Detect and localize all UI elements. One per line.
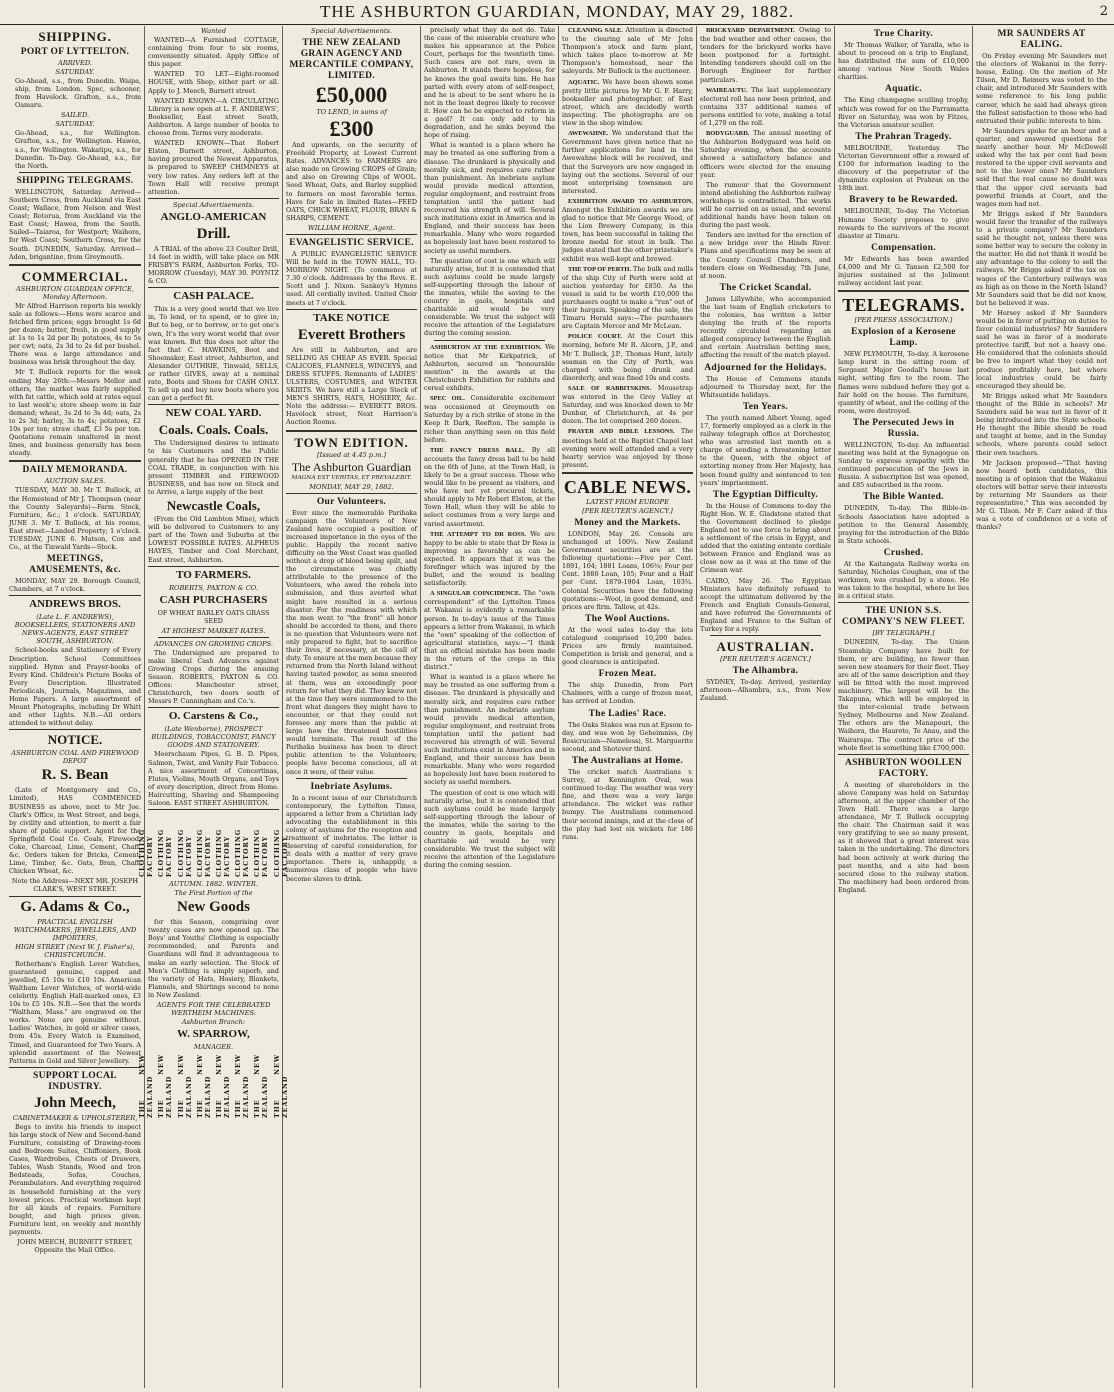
divider	[296, 778, 407, 779]
vertical-label: THE NEW ZEALAND	[234, 1054, 251, 1119]
horne-signature: WILLIAM HORNE, Agent.	[307, 223, 396, 232]
special-ads-heading: Special Advertisements.	[311, 27, 392, 35]
prahran-text: MELBOURNE, Yesterday. The Victorian Government offer a reward of £100 for information leading to the discovery of the perpetrator of the dynamite explosion at Prahran on the 18th inst.	[838, 143, 969, 193]
telegrams-agency: [PER PRESS ASSOCIATION.]	[854, 316, 953, 325]
cable-news-heading: CABLE NEWS.	[563, 476, 692, 497]
divider	[9, 264, 141, 266]
adjourned-text: The House of Commons stands adjourned to Thursday next, for the Whitsuntide holidays.	[700, 374, 831, 399]
aquatic-heading: AQUATIC.	[568, 78, 600, 86]
ten-years-heading: Ten Years.	[742, 401, 789, 412]
bodyguard-text: The annual meeting of the Ashburton Bodyguard was held on Saturday evening, when the accounts showed a satisfactory balance and officers were elected for the ensuing year.	[700, 129, 831, 179]
column-7	[834, 26, 972, 1388]
divider	[148, 198, 279, 199]
arrived-day: SATURDAY.	[55, 68, 95, 76]
lamp-heading: Explosion of a Kerosene Lamp.	[851, 327, 956, 349]
divider	[148, 809, 279, 810]
charity-text: Mr Thomas Walker, of Yaralla, who is about to proceed on a trip to England, has distributed the sum of £10,000 among various New South Wales charities.	[838, 41, 969, 82]
frozen-text: The ship Dunedin, from Port Chalmers, with a cargo of frozen meat, has arrived at London.	[562, 681, 693, 706]
charity-heading: True Charity.	[873, 29, 934, 39]
attempt-heading: THE ATTEMPT TO DR ROSS.	[430, 530, 526, 538]
branch-label: Ashburton Branch:	[181, 1018, 246, 1027]
columns	[6, 26, 1110, 1388]
alhambra-text: SYDNEY, To-day. Arrived, yesterday afternoon—Alhambra, s.s., from New Zealand.	[700, 678, 831, 703]
special-ads-heading: Special Advertisements.	[173, 200, 254, 209]
police-item	[562, 332, 693, 382]
cricket-heading: The Cricket Scandal.	[719, 282, 812, 293]
divider	[9, 595, 141, 596]
ten-years-text: The youth named Albert Young, aged 17, formerly employed as a clerk in the railway telegraph office at Dorchester, who was arrested last month on a charge of sending a threatening letter to the Queen, with the object of extorting money from Her Majesty, has been found guilty and sentenced to ten years' imprisonment.	[700, 413, 831, 487]
farmers-heading: TO FARMERS.	[176, 568, 251, 581]
diary-heading: DAILY MEMORANDA.	[22, 465, 128, 476]
divider	[148, 287, 279, 288]
divider	[9, 896, 141, 897]
commercial-sub: ASHBURTON GUARDIAN OFFICE, Monday Afternoon.	[16, 284, 134, 301]
exhibition-award-item	[562, 197, 693, 263]
inebriate-text: In a recent issue of our Christchurch contemporary, the Lyttelton Times, appeared a letter from a Christian lady advocating the establishment in this colony of asylums for the reception and treatment of inebriates. The letter is deserving of careful consideration, for it deals with a matter of very grave importance. There is, unhappily, a numerous class of people who have become slaves to drink.	[286, 793, 417, 883]
ealing-text: Mr Briggs asked what Mr Saunders thought of the Bible in schools? Mr Saunders said he was not in favor of it being introduced into the State schools. He thought the Bible should be read and taught at home, and in the Sunday schools, where parents could select their own teachers.	[976, 391, 1107, 457]
divider	[148, 404, 279, 405]
woollen-text: A meeting of shareholders in the above Company was held on Saturday afternoon, at the upper chamber of the Town Hall. There was a large attendance, Mr T. Bullock occupying the chair. The Chairman said it was very gratifying to see so many present, as it showed that a great interest was taken in the undertaking. The directors had been actively at work during the past months, and a site had been secured close to the railway station. The machinery had been ordered from England.	[838, 780, 969, 894]
ladies-race-text: The Oaks Stakes was run at Epsom to-day, and was won by Geheimniss, (by Rosicrucian—Nameless), St. Marguerite second, and Shotover third.	[562, 720, 694, 753]
egypt-text: In the House of Commons to-day the Right Hon. W. E. Gladstone stated that the Government declined to pledge England not to use force to bring about a settlement of the crisis in Egypt, and added that the existing entente cordiale between France and England was as close now as it was at the time of the Crimean war.	[700, 501, 831, 575]
compensation-heading: Compensation.	[871, 242, 936, 253]
adams-address: HIGH STREET (Next W. J. Fisher's), CHRISTCHURCH.	[15, 942, 135, 959]
new-goods-heading: New Goods	[177, 899, 250, 916]
alhambra-heading: The Alhambra.	[732, 666, 799, 677]
cash-purchasers: CASH PURCHASERS	[159, 593, 268, 606]
exhibition-award-heading: EXHIBITION AWARD TO ASHBURTON.	[568, 197, 693, 205]
ealing-text: Mr Briggs asked if Mr Saunders would favor the transfer of the railways to a private company? Mr Saunders said he thought not, unless there was some better way to secure the colony in the matter. He did not think it would be any advantage to the colony to sell the railways. Mr Briggs asked if the tax on wages of the Canterbury railways was as high as on those in the North Island? Mr Saunders said that he did not know, but he believed it was.	[976, 209, 1107, 307]
singular-heading: A SINGULAR COINCIDENCE.	[430, 590, 521, 598]
wool-text: At the wool sales to-day the lots catalogued comprised 10,200 bales. Prices are firmly maintained. Competition is brisk and general, and a good clearance is anticipated.	[562, 625, 693, 667]
prahran-heading: The Prahran Tragedy.	[855, 131, 952, 142]
police-heading: POLICE COURT.	[568, 333, 622, 341]
coals-heading: Coals. Coals. Coals.	[158, 422, 269, 438]
article-text: precisely what they do not do. Take the case of the miserable creature who makes his appearance at the Police Court, perhaps for the twentieth time. Such cases are not rare, even in Ashburton. It stands there hopeless, for he knows the goal awaits him. He has parted with every atom of self-respect, and he is about to be sent where he is not in the least degree likely to recover it. How can he be expected to reform in a gaol? It can only add to his degradation, and he sinks beyond the hope of rising.	[424, 26, 555, 140]
andrews-heading: ANDREWS BROS.	[29, 598, 121, 611]
anglo-american-heading: ANGLO-AMERICAN	[160, 210, 267, 223]
spec-item	[424, 394, 555, 444]
support-heading: SUPPORT LOCAL INDUSTRY.	[33, 1070, 117, 1092]
lamp-text: NEW PLYMOUTH, To-day. A kerosene lamp burst in the sitting room of Sergeant Major Goodall's house last night, setting fire to the room. The flames were subdued before they got a fair hold on the house. The furniture, quantity of wheat, and the ceiling of the room, were destroyed.	[838, 350, 969, 415]
divider	[286, 309, 417, 310]
aquatic2-heading: Aquatic.	[885, 84, 922, 95]
meech-footer: JOHN MEECH, BURNETT STREET, Opposite the Mail Office.	[17, 1238, 133, 1255]
newcastle-heading: Newcastle Coals,	[166, 498, 261, 514]
commercial-text-2: Mr T. Bullock reports for the week ending May 26th:—Messrs Mellor and others, the market was fairly supplied with fat cattle, which sold at rates equal to last week's; store sheep were in fair demand; wheat, 3s 2d to 3s 4d; oats, 2s to 2s 3d; barley, 3s to 4s; potatoes, £2 10s per ton; straw chaff, £3 5s per ton. Quotations remain unaltered in most lines, and business generally has been steady.	[9, 368, 141, 458]
vertical-label: THE NEW ZEALAND	[215, 1054, 232, 1119]
shipping-telegrams-text: WELLINGTON, Saturday. Arrived—Southern Cross, from Auckland via East Coast; Wallace, from Nelson and West Coast; Rotorua, from Auckland via the East Coast; Hawea, from the South. Sailed—Taiaroa, for Westport; Waihora, for West Coast; Southern Cross, for the South. DUNEDIN, Saturday. Arrived—Aden, brigantine, from Greymouth.	[9, 187, 141, 261]
notice-sub: ASHBURTON COAL AND FIREWOOD DEPOT	[11, 749, 139, 766]
divider	[148, 566, 279, 567]
notice-heading: NOTICE.	[47, 732, 103, 748]
wanted-ad-3: WANTED KNOWN—A CIRCULATING Library is now open at L. F. ANDREWS', Bookseller, East street South, Ashburton. A large number of books to choose from. Terms very moderate.	[148, 96, 279, 138]
paper-motto: MAGNA EST VERITAS, ET PREVALEBIT.	[291, 474, 412, 481]
bible-heading: The Bible Wanted.	[863, 492, 944, 503]
union-heading: THE UNION S.S. COMPANY'S NEW FLEET.	[842, 606, 965, 628]
meech-text: Begs to invite his friends to inspect his large stock of New and Second-hand Furniture, consisting of Drawing-room and Bedroom Suites, Chiffoniers, Book Cases, Wardrobes, Chests of Drawers, Tables, Wash Stands, Wood and Iron Bedsteads, Sofas, Couches, Perambulators. And everything required in household furnishing at the very lowest prices. Practical workmen kept for all kinds of repairs. Furniture bought, and high prices given. Furniture lent, on weekly and monthly payments.	[9, 1122, 141, 1236]
frozen-heading: Frozen Meat.	[598, 669, 657, 680]
ealing-text: Mr Saunders spoke for an hour and a quarter, and answered questions for nearly another hour. Mr McDowell asked why the tax per cent had been restored to the upper civil servants and not to the lower ones? Mr Saunders said that the real cause no doubt was that the upper civil servants had powerful friends at Court, and the wages men had not.	[976, 126, 1107, 208]
clothing-factory-panel	[138, 813, 289, 878]
spec-heading: SPEC OIL.	[430, 395, 465, 403]
loan-minimum: £300	[329, 116, 374, 141]
leader-text: Ever since the memorable Parihaka campaign the Volunteers of New Zealand have occupied a position of increased importance in the eyes of the public. Happily the recent native difficulty on the West Coast was quelled without a drop of blood being spilt, and the circumstance was chiefly attributable to the presence of the Volunteers, who awed the rebels into submission, and thus averted what might have resulted in a serious disaster. For the readiness with which the men went to "the front" all honor should be accorded to them, and there is no question that Volunteers were not only prepared to fight, but to sacrifice their lives, if necessary, at the call of duty. To ensure at the men because they returned from the North Island without having tasted powder, as some sneered at them, was an exceedingly poor return for what they did. They knew not at the time they were summoned to the front what dangers they might have to encounter, or that they could not foresee any more than the public at large how the threatened hostilities would terminate. The result of the Parihaka business has been to direct public attention to the Volunteers; people have become conscious, all at once it were, of their value.	[286, 508, 417, 776]
meetings-heading: MEETINGS, AMUSEMENTS, &c.	[29, 554, 121, 576]
issued-time: [Issued at 4.45 p.m.]	[316, 450, 387, 459]
vertical-label: THE NEW ZEALAND	[157, 1054, 174, 1119]
arrived-list: Go-Ahead, s.s., from Dunedin. Waipa, ship, from London. Spec, schooner, from Havelock. Grafton, s.s., from Oamaru.	[15, 77, 141, 110]
adams-heading: G. Adams & Co.,	[20, 898, 130, 915]
new-zealand-panel	[138, 1054, 289, 1119]
aquatic-item	[562, 78, 693, 128]
meetings-text: MONDAY, MAY 29. Borough Council, Chambers, at 7 o'clock.	[9, 577, 141, 594]
attempt-item	[424, 530, 555, 588]
paper-date: MONDAY, MAY 29, 1882.	[309, 482, 394, 491]
waireautu-text: The last supplementary electoral roll has now been printed, and contains 337 additional names of persons entitled to vote, making a total of 1,279 on the roll.	[700, 85, 831, 128]
awewahne-heading: AWEWAHNE.	[568, 130, 609, 138]
cash-palace-text: This is a very good world that we live in, To lend, or to spend, or to give in; But to beg, or to borrow, or to get one's own, It's the very worst world that ever was known. But this does not alter the fact that C. HAWKINS, Boot and Shoemaker, East street, Ashburton, and Alexander GUTHRIE, Tinwald, SELLS, or rather GIVES, away at a nominal rate, Boots and Shoes for CASH ONLY. To sell up and buy new boots where you can get a perfect fit.	[148, 305, 279, 403]
commercial-heading: COMMERCIAL.	[21, 268, 129, 284]
union-sub: [BY TELEGRAPH.]	[872, 629, 935, 638]
autumn-heading: AUTUMN. 1882. WINTER.	[169, 880, 258, 889]
column-1	[6, 26, 144, 1388]
vertical-label: CLOTHING FACTORY	[253, 828, 270, 878]
carstens-text: Meerschaum Pipes, G. B. D. Pipes, Salmon, Twist, and Vanity Fair Tobacco. A nice assortment of Concertinas, Flutes, Violins, Mouth Organs, and Toys of every description, direct from Home. Haircutting, Shaving and Shampooing Saloon. EAST STREET ASHBURTON.	[148, 750, 279, 807]
article-text: Tenders are invited for the erection of a new bridge over the Hinds River. Plans and specifications may be seen at the County Council Chambers, and tenders close on Wednesday, 7th June, at noon.	[700, 231, 831, 280]
bodyguard-item	[700, 129, 831, 179]
divider	[148, 707, 279, 708]
awewahne-item	[562, 129, 693, 195]
cable-agency: [PER REUTER'S AGENCY.]	[582, 506, 673, 515]
bravery-heading: Bravery to be Rewarded.	[849, 195, 958, 206]
awewahne-text: We understand that the Government have given notice that no further applications for land in the Awewahne block will be received, and that the Surveyors are now engaged in laying out the sections. Several of our most enterprising townsmen are interested.	[562, 129, 693, 195]
shipping-telegrams-heading: SHIPPING TELEGRAMS.	[16, 175, 134, 186]
divider	[9, 1067, 141, 1068]
compensation-text: Mr Edwards has been awarded £4,000 and Mr G. Tanson £2,500 for injuries sustained at the Jolimont railway accident last year.	[838, 254, 969, 288]
town-edition-heading: TOWN EDITION.	[294, 434, 409, 450]
vertical-label: THE NEW ZEALAND	[138, 1054, 155, 1119]
divider	[158, 637, 269, 638]
advances-heading: ADVANCES ON GROWING CROPS.	[154, 639, 273, 648]
vertical-label: THE NEW ZEALAND	[253, 1054, 270, 1119]
carstens-sub: (Late Wenborne), PROSPECT BUILDINGS, TOBACCONIST, FANCY GOODS AND STATIONERY.	[151, 725, 276, 750]
fancy-ball-heading: THE FANCY DRESS BALL.	[430, 446, 525, 454]
andrews-sub: (Late L. F. ANDREWS), BOOKSELLERS, STATIONERS AND NEWS-AGENTS, EAST STREET SOUTH, ASHBURTON.	[14, 613, 136, 646]
australian-heading: AUSTRALIAN.	[716, 639, 815, 655]
vertical-label: CLOTHING FACTORY	[195, 828, 212, 878]
jews-text: WELLINGTON, To-day. An influential meeting was held at the Synagogue on Sunday to express sympathy with the continued persecution of the Jews in Russia. A subscription list was opened, and £85 subscribed in the room.	[838, 440, 969, 490]
vertical-label: CLOTHING FACTORY	[176, 828, 193, 878]
crushed-heading: Crushed.	[883, 547, 924, 558]
wanted-label: Wanted	[200, 27, 227, 35]
ladies-race-heading: The Ladies' Race.	[588, 708, 667, 719]
bible-text: DUNEDIN, To-day. The Bible-in-Schools Association have adopted a petition to the General Assembly, praying for the introduction of the Bible in State schools.	[838, 504, 969, 545]
bean-name: R. S. Bean	[41, 767, 109, 784]
divider	[286, 234, 417, 235]
vertical-label: THE NEW ZEALAND	[176, 1054, 193, 1119]
divider	[286, 430, 417, 432]
new-goods-text: for this Season, comprising over twenty cases are now opened up. The Boys' and Youths' Clothing is especially recommended, and Parents and Guardians will find it advantageous to make an early selection. The Stock of Men's Clothing is simply superb, and the variety of Hats, Hosiery, Blankets, Flannels, and Shirtings second to none in New Zealand.	[148, 918, 279, 999]
everett-text: Are still in Ashburton, and are SELLING AS CHEAP AS EVER. Special CALICOES, FLANNELS, WINCEYS, and DRESS STUFFS. Remnants of LADIES' ULSTERS, COSTUMES, and WINTER SKIRTS. We have still a Large Stock of MEN'S SHIRTS, HATS, HOSIERY, &c. Note the address:— EVERETT BROS. Havelock street, Next Harrison's Auction Rooms.	[286, 345, 417, 427]
australians-heading: The Australians at Home.	[571, 755, 684, 766]
diary-auction-label: AUCTION SALES.	[44, 477, 106, 486]
agents-text: AGENTS FOR THE CELEBRATED WERTHEIM MACHINES.	[156, 1001, 271, 1018]
shipping-heading: SHIPPING.	[38, 29, 112, 44]
waireautu-heading: WAIREAUTU.	[706, 86, 748, 94]
vertical-label: CLOTHING FACTORY	[157, 828, 174, 878]
cairo-text: CAIRO, May 26. The Egyptian Ministers have definitely refused to accept the ultimatum delivered by the French and English Consuls-General, and have referred the Governments of England and France to the Sultan of Turkey for a reply.	[700, 576, 831, 634]
fancy-ball-text: By all accounts the fancy dress ball to be held on the 6th of June, at the Town Hall, is likely to be a great success. Those who would like to be present as visitors, and who have not yet procured tickets, should apply to Mr Robert Elston, at the Town Hall, when they will be able to select costumes from a very large and varied assortment.	[424, 445, 555, 528]
perth-heading: THE TOP OF PERTH.	[568, 265, 631, 273]
bean-note: Note the Address—NEXT MR. JOSEPH CLARK'S, WEST STREET.	[11, 877, 139, 894]
exhibition-award-text: Amongst the Exhibition awards we are glad to notice that Mr George Wood, of the Lion Brewery Company, in this town, has been successful in taking the bronze medal for stout in bulk. The judges stated that the other prizetaker's exhibit was well-kept and brewed.	[562, 205, 693, 263]
masthead	[0, 0, 1114, 25]
divider	[434, 340, 545, 341]
australians-text: The cricket match Australians v. Surrey, at Kennington Oval, was continued to-day. The weather was very fine, and there was a very large attendance. The wicket was rather bumpy. The Australians commenced their second innings, and at the close of the play had lost six wickets for 186 runs.	[562, 767, 693, 841]
brickyard-heading: BRICKYARD DEPARTMENT.	[706, 27, 795, 34]
egypt-heading: The Egyptian Difficulty.	[712, 489, 819, 500]
divider	[838, 290, 969, 292]
coal-yard-heading: NEW COAL YARD.	[165, 407, 262, 420]
grain-list: OF WHEAT BARLEY OATS GRASS SEED	[157, 608, 270, 625]
evangelistic-text: A PUBLIC EVANGELISTIC SERVICE Will be held in the TOWN HALL, TO-MORROW NIGHT. (To commence at 7.30 o'clock. Addresses by the Revs. E. Scott and J. Nixon. Sankey's Hymns used. All cordially invited. United Choir meets at 7 o'clock.	[286, 249, 417, 307]
divider	[710, 635, 821, 636]
grain-agency-heading: THE NEW ZEALAND GRAIN AGENCY AND MERCANTILE COMPANY, LIMITED.	[289, 38, 414, 81]
money-heading: Money and the Markets.	[574, 517, 681, 528]
jews-heading: The Persecuted Jews in Russia.	[852, 417, 955, 439]
first-portion: The First Portion of the	[174, 889, 253, 898]
cleaning-heading: CLEANING SALE.	[568, 27, 623, 34]
police-text: At the Court this morning, before Mr R. Alcorn, J.P., and Mr T. Bullock, J.P., Thomas Hunt, lately seaman on the City of Perth, was charged with being drunk and disorderly, and was fined 10s and costs.	[562, 332, 693, 382]
brickyard-text: Owing to the bad weather and other causes, the tenders for the brickyard works have been postponed for a fortnight. Intending tenderers should call on the Borough Engineer for further particulars.	[700, 26, 831, 84]
cleaning-item	[562, 26, 693, 76]
waireautu-item	[700, 86, 831, 127]
meech-name: John Meech,	[34, 1094, 116, 1111]
aquatic-text: We have been shown some pretty little pictures by Mr G. F. Harry, bookseller and photographer, of East street, which are decidedly worth inspecting. The photographs are on view in the shop window.	[562, 77, 693, 128]
divider	[562, 472, 693, 474]
union-text: DUNEDIN, To-day. The Union Steamship Company have built for them, or are building, no fewer than seven new steamers for their fleet. They are all of the same description and they will be fitted with the most improved machinery. The largest will be the Takapuna, which will be employed in the inter-colonial trade between Sydney, Melbourne and New Zealand. The others are the Manapouri, the Waihora, the Hauroto, Te Anau, and the Wairarapa. The contract price of the whole fleet is something like £700,000.	[838, 638, 969, 752]
divider	[9, 729, 141, 730]
diary-text: TUESDAY, MAY 30. Mr T. Bullock, at the Homestead of Mr J. Thompson (near the County Saleyards)—Farm Stock, Furniture, &c.; 1 o'clock. SATURDAY, JUNE 3. Mr T. Bullock, at his rooms, East street—Landed Property; 1 o'clock. TUESDAY, JUNE 6. Matson, Cox and Co., at the Tinwald Yards—Stock.	[9, 486, 141, 552]
telegrams-heading: TELEGRAMS.	[842, 295, 965, 316]
paper-title: The Ashburton Guardian	[291, 459, 412, 474]
column-5	[558, 26, 696, 1388]
brickyard-item	[700, 26, 831, 84]
divider	[838, 754, 969, 755]
rp-heading: ROBERTS, PAXTON & CO.	[169, 583, 258, 592]
carstens-heading: O. Carstens & Co.,	[168, 710, 259, 723]
coals-text: The Undersigned desires to intimate to his Customers and the Public generally that he has OPENED IN THE COAL TRADE, in conjunction with his present TIMBER and FIREWOOD BUSINESS, and has now on Stock and to Arrive, a large supply of the best	[148, 439, 279, 496]
drill-heading: Drill.	[196, 225, 231, 242]
ealing-text: On Friday evening Mr Saunders met the electors of Wakanui in the ferry-house, Ealing. On the motion of Mr Tilson, Mr D. Reimers was voted to the chair, and introduced Mr Saunders with some reference to his long public career, which he said had always given the fullest satisfaction to those who had entrusted their public interests to him.	[976, 52, 1107, 125]
article-text: What is wanted is a place where he may be treated as one suffering from a disease. The drunkard is physically and morally sick, and requires care rather than punishment. An inebriate asylum would provide medical attention, regular employment, and restraint from temptation until the patient had recovered his strength of will. Several such institutions exist in America and in England, and their success has been remarkable. Many who were regarded as hopelessly lost have been restored to society as useful members.	[424, 673, 555, 787]
sailed-day: SATURDAY.	[55, 120, 95, 129]
australian-agency: [PER REUTER'S AGENCY.]	[720, 655, 811, 664]
divider	[838, 602, 969, 603]
vertical-label: CLOTHING FACTORY	[138, 828, 155, 878]
rabbits-text: Mousetrap was entered in the Grey Valley at Saturday, and was knocked down to Mr Dunbar, of Christchurch, at 4s per dozen. The lot comprised 260 dozen.	[562, 383, 693, 426]
cash-palace-heading: CASH PALACE.	[173, 290, 254, 303]
adjourned-heading: Adjourned for the Holidays.	[704, 362, 827, 373]
adams-text: Rotherham's English Lever Watches, guaranteed genuine, capped and jewelled, £5 10s to £10 10s. American Waltham Lever Watches, of world-wide celebrity. English Hall-marked ones, £3 10s to £5 10s. N.B.—See that the words "Waltham, Mass." are engraved on the works. None are genuine without. Ladies' Watches, in gold or silver cases, from 45s. Every Watch is Examined, Timed, and Guaranteed for Two Years. A splendid assortment of the Newest Patterns in Gold and Silver Jewellery.	[9, 959, 141, 1065]
newcastle-text: (From the Old Lambton Mine), which will be delivered to Customers to any part of the Town and Suburbs at the LOWEST POSSIBLE RATES. ALPHEUS HAYES, Timber and Coal Merchant, East street, Ashburton.	[148, 515, 279, 564]
bravery-text: MELBOURNE, To-day. The Victorian Humane Society proposes to give rewards to the survivors of the recent disaster at Timaru.	[838, 207, 969, 240]
manager-label: MANAGER.	[193, 1043, 234, 1052]
vertical-label: CLOTHING FACTORY	[215, 828, 232, 878]
commercial-text: Mr Alfred Harrison reports his weekly sale as follows:—Hens were scarce and fetched firm prices; eggs brought 1s 6d per dozen; butter, fresh, in good supply at 1s to 1s 2d per lb; potatoes, 4s to 5s per cwt; oats, 2s 3d to 2s 4d per bushel. There was a large attendance and business was brisk throughout the day.	[9, 301, 141, 367]
page-number: 2	[1099, 4, 1108, 19]
vertical-label: THE NEW ZEALAND	[272, 1054, 289, 1119]
exhibition-text: We notice that Mr Kirkpatrick, of Ashburton, secured an "honourable mention" in the awards at the Christchurch Exhibition for rabbits and cereal exhibits.	[424, 342, 555, 393]
divider	[19, 172, 131, 173]
ealing-text: Mr Jackson proposed—"That having now heard both candidates, this meeting is of opinion that the Wakanui electors will better serve their interests by returning Mr Saunders as their representative." This was seconded by Mr G. Tilson. Mr F. Carr asked if this was a vote of confidence or a vote of thanks?	[976, 458, 1107, 532]
bean-text: (Late of Montgomery and Co., Limited), HAS COMMENCED BUSINESS as above, next to Mr Joe. Clark's Office, in West Street, and begs, by civility and attention, to merit a fair share of public support. Agent for the Springfield Coal Co. Coals, Firewood, Coke, Charcoal, Lime, Cement, Chaff, &c. Orders taken for Bricks, Cement, Lime, Timber, &c. Oats, Bran, Chaff, Chicken Wheat, &c.	[9, 786, 141, 876]
cable-sub: LATEST FROM EUROPE	[586, 497, 669, 506]
meech-sub: CABINETMAKER & UPHOLSTERER,	[12, 1113, 138, 1122]
prayer-text: The meetings held at the Baptist Chapel last evening were well attended and a very hearty service was enjoyed by those present.	[562, 427, 693, 469]
article-text: The rumour that the Government intend abolishing the Ashburton railway workshops is contradicted. The works will be carried on as usual, and several additional hands have been taken on during the past week.	[700, 180, 831, 230]
port-heading: PORT OF LYTTELTON.	[20, 47, 130, 57]
loan-amount: £50,000	[315, 82, 388, 107]
article-text: What is wanted is a place where he may be treated as one suffering from a disease. The drunkard is physically and morally sick, and requires care rather than punishment. An inebriate asylum would provide medical attention, regular employment, and restraint from temptation until the patient had recovered his strength of will. Several such institutions exist in America and in England, and their success has been remarkable. Many who were regarded as hopelessly lost have been restored to society as useful members.	[424, 141, 555, 255]
drill-text: A TRIAL of the above 23 Coulter Drill, 14 feet in width, will take place on MR FRISBY'S FARM, Ashburton Forks, TO-MORROW (Tuesday), MAY 30. POYNTZ & CO.	[148, 244, 279, 286]
wanted-ad-1: WANTED—A Furnished COTTAGE, containing from four to six rooms, conveniently situated. Apply Office of this paper.	[148, 36, 279, 69]
article-text: The question of cost is one which will naturally arise, but it is contended that such asylums could be made largely self-supporting through the labour of the inmates, while the saving to the country in gaols, hospitals and charitable aid would be very considerable. We trust the subject will receive the attention of the Legislature during the coming session.	[424, 256, 555, 338]
loan-label: TO LEND, in sums of	[316, 108, 387, 116]
perth-text: The bulk and mills of the ship City of Perth were sold at auction yesterday for £850. As the vessel is said to be worth £10,000 the purchasers ought to make a "run" out of their bargain. Speaking of the sale, the Timaru Herald says:—The purchasers are Captain Mercer and Mr McLean.	[562, 264, 693, 331]
column-3	[282, 26, 420, 1388]
singular-item	[424, 589, 555, 671]
perth-item	[562, 265, 693, 331]
prayer-heading: PRAYER AND BIBLE LESSONS.	[568, 428, 675, 436]
inebriate-heading: Inebriate Asylums.	[310, 781, 393, 792]
andrews-text: School-books and Stationery of Every Description. School Committees supplied. Hymn and Prayer-books of Every Kind. Children's Picture Books of Every Description. Illustrated Periodicals, Journals, Magazines, and Home Papers. A large assortment of Mount Photographs, including Dr Whitt and other Lights. N.B.—All orders attended to without delay.	[9, 646, 141, 728]
exhibition-heading: ASHBURTON AT THE EXHIBITION.	[430, 343, 542, 351]
take-notice-heading: TAKE NOTICE	[313, 311, 390, 324]
arrived-label: ARRIVED.	[57, 59, 93, 67]
spec-text: Considerable excitement was occasioned at Greymouth on Saturday by a rich strike of stone in the Keep It Dark, Reefton. The sample is richer than anything seen on this field before.	[424, 394, 555, 444]
wanted-ad-2: WANTED TO LET—Eight-roomed HOUSE, with Shop; either part or all. Apply to J. Meech, Burnett street.	[148, 70, 279, 95]
everett-heading: Everett Brothers	[297, 326, 406, 343]
column-4	[420, 26, 558, 1388]
rabbits-item	[562, 384, 693, 425]
crushed-text: At the Kaitangata Railway works on Saturday, Nicholas Coughan, one of the workmen, was crushed by a stone. He was taken to the hospital, where he lies in a critical state.	[838, 559, 969, 601]
attempt-text: We are happy to be able to state that Dr Ross is improving as favorably as can be expected. It appears that it was the forefinger which was injured by the bullet, and the wound is healing satisfactorily.	[424, 529, 555, 588]
rabbits-heading: SALE OF RABBITSKINS.	[568, 384, 652, 392]
prayer-item	[562, 427, 693, 468]
article-text: The question of cost is one which will naturally arise, but it is contended that such asylums could be made largely self-supporting through the labour of the inmates, while the saving to the country in gaols, hospitals and charitable aid would be very considerable. We trust the subject will receive the attention of the Legislature during the coming session.	[424, 788, 555, 870]
fancy-ball-item	[424, 446, 555, 528]
exhibition-item	[424, 343, 555, 393]
divider	[286, 493, 417, 494]
column-2	[138, 26, 289, 1388]
column-6	[696, 26, 834, 1388]
column-8	[972, 26, 1110, 1388]
vertical-label: CLOTHING FACTORY	[234, 828, 251, 878]
evangelistic-heading: EVANGELISTIC SERVICE.	[289, 237, 414, 248]
vertical-label: CLOTHING FACTORY	[272, 828, 289, 878]
grain-agency-text: And upwards, on the security of Freehold Property, at Lowest Current Rates. ADVANCES to FARMERS are also made on Growing CROPS of Grain; and also on Growing Clips of WOOL. Seed Wheat, Oats, and Barley supplied to farmers on most favorable terms. Have for Sale in limited Rates—FEED OATS, CHICK WHEAT, FLOUR, BRAN & SHARPS, CEMENT.	[286, 141, 417, 222]
divider	[9, 460, 141, 462]
cricket-text: James Lillywhite, who accompanied the last team of English cricketers to the colonies, has written a letter denying the truth of the reports recently circulated regarding an alleged conspiracy between the English and certain Australian betting men, affecting the result of the match played.	[700, 294, 831, 360]
aquatic2-text: The King champagne sculling trophy, which was rowed for on the Parramatta River on Saturday, was won by Fitzes, the Victorian amateur sculler.	[838, 96, 969, 129]
sailed-list: Go-Ahead, s.s., for Wellington. Grafton, s.s., for Wellington. Hawea, s.s., for Wellington. Wakatipu, s.s., for Dunedin. To-Day. Go-Ahead, s.s., for the North.	[15, 129, 141, 170]
market-rates: AT HIGHEST MARKET RATES.	[161, 626, 266, 635]
sailed-label: SAILED.	[60, 111, 90, 120]
wool-heading: The Wool Auctions.	[585, 613, 670, 624]
vertical-label: THE NEW ZEALAND	[195, 1054, 212, 1119]
money-text: LONDON, May 26. Consols are unchanged at 100¾. New Zealand Government securities are at the following quotations:—Five per Cent. 1891, 104; 1881 Loans, 106¼; Four per Cent. 1880 Loan, 105; Four and a Half per Cent. 1879-1904 Loan, 103¾. Colonial Securities have the following quotations:—Wool, in good demand, and prices are firm. Tallow, at 42s.	[562, 529, 693, 611]
leader-heading: Our Volunteers.	[316, 496, 387, 507]
masthead-title: THE ASHBURTON GUARDIAN, MONDAY, MAY 29, 1882.	[319, 2, 795, 21]
woollen-heading: ASHBURTON WOOLLEN FACTORY.	[844, 757, 963, 779]
singular-text: The "own correspondent" of the Lyttelton Times at Wakanui is evidently a remarkable person. In to-day's issue of the Times appears a letter from Wakanui, in which the "own" speaking of the collection of agricultural statistics, says:—"I think that an official mistake has been made in the return of the crops in this district."	[424, 589, 555, 672]
sparrow-name: W. SPARROW,	[177, 1028, 250, 1041]
advances-text: The Undersigned are prepared to make liberal Cash Advances against Growing Crops during the ensuing Season. ROBERTS, PAXTON & CO. Offices: Manchester street, Christchurch, two doors south of Messrs P. Cunningham and Co.'s.	[148, 648, 279, 706]
adams-sub: PRACTICAL ENGLISH WATCHMAKERS, JEWELLERS, AND IMPORTERS,	[13, 917, 137, 942]
cleaning-text: Attention is directed to the clearing sale of Mr John Thompson's stock and farm plant, which takes place to-morrow at Mr Thompson's homestead, near the saleyards. Mr Bullock is the auctioneer.	[562, 26, 693, 76]
bodyguard-heading: BODYGUARD.	[706, 130, 750, 138]
ealing-heading: MR SAUNDERS AT EALING.	[997, 29, 1086, 50]
wanted-ad-4: WANTED KNOWN—That Robert Elston, Burnett street, Ashburton, having procured the Newest Apparatus, is prepared to SWEEP CHIMNEYS at very low rates. Any orders left at the Town Hall will receive prompt attention.	[148, 139, 279, 196]
ealing-text: Mr Hersey asked if Mr Saunders would be in favor of putting on duties to favor colonial industries? Mr Saunders said he was in favor of a moderate protective tariff, but not a heavy one. He considered that the colonists should be free to import what they could not produce profitably here, but where local industries could be fairly encouraged they should be.	[976, 308, 1107, 390]
